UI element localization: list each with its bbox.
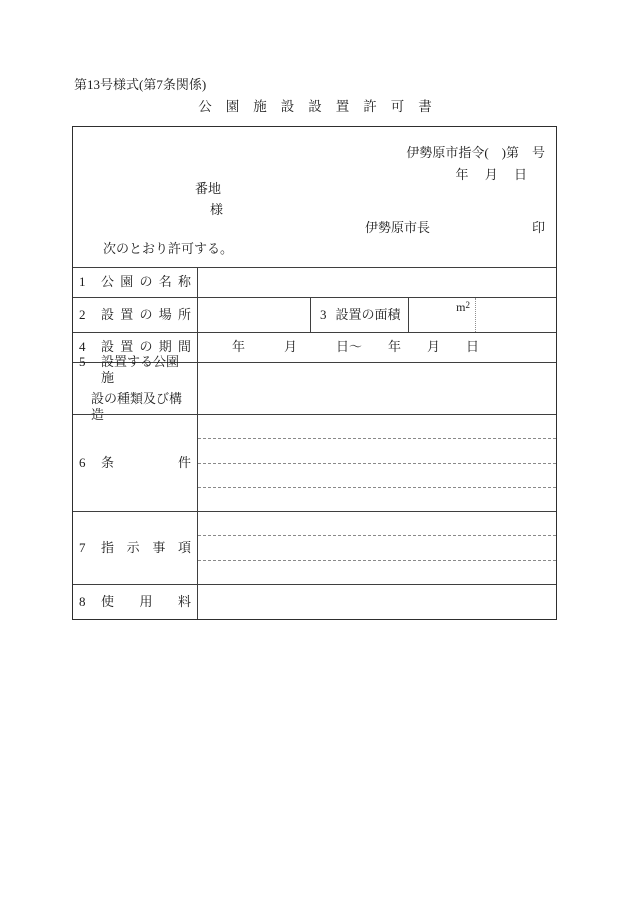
row-conditions [73,414,556,511]
unit-exponent: 2 [465,300,470,310]
row-instructions [73,511,556,584]
period-date-placeholders: 年 月 日～ 年 月 日 [232,339,480,355]
row-label: 指 示 事 項 [101,539,191,555]
installation-period-value-cell [198,333,556,362]
instructions-value-cell [198,512,556,584]
row-instructions-label-cell [73,512,198,584]
conditions-line [198,464,556,488]
instructions-line [198,512,556,536]
row-label: 条 件 [101,454,191,470]
row-conditions-label-cell [73,415,198,511]
row-label: 設 置 の 場 所 [101,306,191,322]
mayor-signature-label: 伊勢原市長 [365,220,431,235]
row-number: 6 [79,454,86,470]
usage-fee-value-cell [198,585,556,619]
row-number: 2 [79,306,86,322]
installation-place-value-cell [198,298,311,332]
directive-number-line: 伊勢原市指令( )第 号 [406,145,545,160]
addressee-banchi-label: 番地 [195,181,222,196]
addressee-sama-label: 様 [210,202,224,217]
row-label: 公 園 の 名 称 [101,274,191,290]
area-value-cell [475,298,556,332]
conditions-value-cell [198,415,556,511]
permission-statement: 次のとおり許可する。 [103,241,234,256]
facility-type-value-cell [198,363,556,414]
installation-area-label-cell [311,298,409,332]
conditions-line [198,488,556,511]
row-installation-place-label-cell [73,298,198,332]
row-park-name-label-cell [73,268,198,297]
unit-m: m [456,300,466,314]
sub-row-label: 設置の面積 [335,306,401,322]
area-unit-cell [409,298,475,332]
form-number: 第13号様式(第7条関係) [74,77,207,92]
row-facility-type-label-cell [73,354,198,422]
row-label-line2: 設の種類及び構造 [91,390,183,422]
row-usage-fee-label-cell [73,585,198,619]
preamble-section [73,127,556,267]
instructions-line [198,561,556,584]
row-usage-fee [73,584,556,619]
seal-mark: 印 [531,220,545,235]
document-title: 公園施設設置許可書 [198,99,446,114]
row-number: 1 [79,274,86,290]
row-number: 7 [79,539,86,555]
row-installation-place [73,297,556,332]
row-label-line1: 設置する公園施 [101,354,180,386]
row-number: 8 [79,593,86,609]
permit-form-box [72,126,557,620]
row-facility-type-structure [73,354,556,422]
row-number: 4 [79,339,86,355]
row-label: 使 用 料 [101,593,191,609]
conditions-line [198,415,556,439]
conditions-line [198,439,556,463]
instructions-line [198,536,556,560]
issue-date-line: 年 月 日 [455,167,527,182]
park-name-value-cell [198,268,556,297]
row-park-name [73,267,556,297]
row-label: 設 置 の 期 間 [101,339,191,355]
row-number: 5 [79,354,86,369]
sub-row-number: 3 [320,306,327,322]
